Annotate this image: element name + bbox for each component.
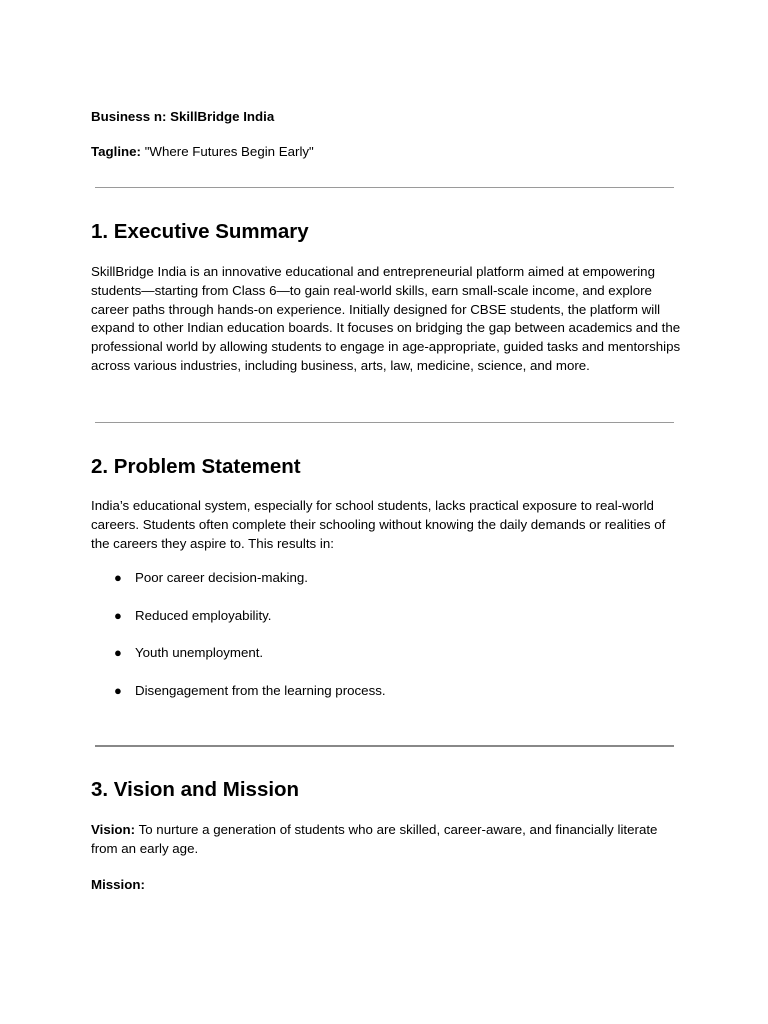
list-item xyxy=(91,645,386,661)
divider xyxy=(95,422,674,423)
vision-paragraph xyxy=(91,821,681,859)
tagline-label: Tagline: xyxy=(91,144,141,159)
executive-summary-heading: 1. Executive Summary xyxy=(91,220,309,243)
tagline-line xyxy=(91,144,314,160)
bullet-icon: ● xyxy=(114,645,122,661)
vision-label: Vision: xyxy=(91,822,136,837)
business-name: SkillBridge India xyxy=(170,109,275,124)
divider xyxy=(95,745,674,747)
divider xyxy=(95,187,674,188)
vision-text: To nurture a generation of students who are skilled, career-aware, and financially literate from an early age. xyxy=(91,822,658,856)
list-item xyxy=(91,683,386,699)
list-item xyxy=(91,570,386,586)
vision-mission-heading: 3. Vision and Mission xyxy=(91,778,300,801)
problem-statement-body: India’s educational system, especially for school students, lacks practical exposure to real-world careers. Students often complete their schooling without knowing the daily demands or realities of the careers they aspire to. This results in: xyxy=(91,498,666,551)
tagline-value: "Where Futures Begin Early" xyxy=(144,144,314,159)
executive-summary-body: SkillBridge India is an innovative educational and entrepreneurial platform aimed at empowering students—starting from Class 6—to gain real-world skills, earn small-scale income, and explore career paths through hands-on experience. Initially designed for CBSE students, the platform will expand to other Indian education boards. It focuses on bridging the gap between academics and the professional world by allowing students to engage in age-appropriate, guided tasks and mentorships across various industries, including business, arts, law, medicine, science, and more. xyxy=(91,264,681,373)
problem-bullet-list xyxy=(91,570,386,721)
bullet-text: Youth unemployment. xyxy=(135,645,264,661)
bullet-icon: ● xyxy=(114,683,122,699)
bullet-text: Reduced employability. xyxy=(135,607,272,623)
bullet-text: Disengagement from the learning process. xyxy=(135,683,386,699)
bullet-icon: ● xyxy=(114,570,122,585)
problem-statement-heading: 2. Problem Statement xyxy=(91,455,301,478)
mission-label: Mission: xyxy=(91,877,145,892)
mission-line xyxy=(91,877,145,893)
list-item xyxy=(91,608,386,624)
bullet-text: Poor career decision-making. xyxy=(135,570,308,585)
bullet-icon: ● xyxy=(114,607,122,623)
business-label: Business n: xyxy=(91,109,167,124)
business-name-line xyxy=(91,109,274,125)
